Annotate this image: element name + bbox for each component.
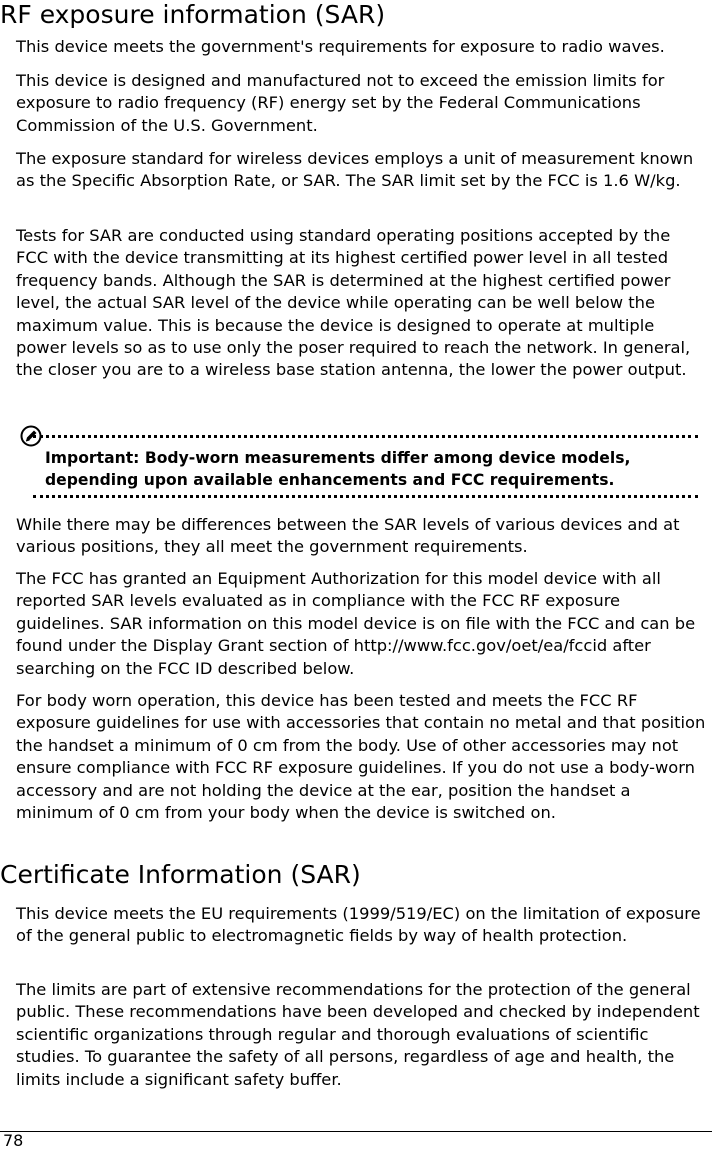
note-divider-bottom [33,495,698,498]
page-number: 78 [3,1131,24,1150]
section-title-rf-exposure: RF exposure information (SAR) [0,0,386,29]
paragraph: This device meets the EU requirements (1999/519/EC) on the limitation of exposure of the general public to electromagnetic fields by way of health protection. [16,904,701,946]
footer-divider [0,1131,712,1132]
paragraph: The FCC has granted an Equipment Authorization for this model device with all reported SAR levels evaluated as in compliance with the FCC RF exposure guidelines. SAR information on this model device is on file with the FCC and can be found under the Display Grant section of http://www.fcc.gov/oet/ea/fccid after searching on the FCC ID described below. [16,569,696,678]
paragraph: While there may be differences between the SAR levels of various devices and at various positions, they all meet the government requirements. [16,515,680,557]
paragraph: This device is designed and manufactured not to exceed the emission limits for exposure to radio frequency (RF) energy set by the Federal Communications Commission of the U.S. Government. [16,71,665,135]
paragraph: For body worn operation, this device has been tested and meets the FCC RF exposure guidelines for use with accessories that contain no metal and that position the handset a minimum of 0 cm from the body. Use of other accessories may not ensure compliance with FCC RF exposure guidelines. If you do not use a body-worn accessory and are not holding the device at the ear, position the handset a minimum of 0 cm from your body when the device is switched on. [16,691,706,823]
paragraph: The limits are part of extensive recommendations for the protection of the general public. These recommendations have been developed and checked by independent scientific organizations through regular and thorough evaluations of scientific studies. To guarantee the safety of all persons, regardless of age and health, the limits include a significant safety buffer. [16,980,700,1089]
paragraph: The exposure standard for wireless devices employs a unit of measurement known as the Specific Absorption Rate, or SAR. The SAR limit set by the FCC is 1.6 W/kg. [16,149,694,191]
paragraph: This device meets the government's requirements for exposure to radio waves. [16,37,665,56]
note-text: Important: Body-worn measurements differ among device models, depending upon available enhancements and FCC requirements. [45,449,631,490]
note-divider-top [33,435,698,438]
section-title-certificate: Certificate Information (SAR) [0,860,361,889]
paragraph: Tests for SAR are conducted using standard operating positions accepted by the FCC with the device transmitting at its highest certified power level in all tested frequency bands. Although the SAR is determined at the highest certified power level, the actual SAR level of the device while operating can be well below the maximum value. This is because the device is designed to operate at multiple power levels so as to use only the poser required to reach the network. In general, the closer you are to a wireless base station antenna, the lower the power output. [16,226,691,380]
